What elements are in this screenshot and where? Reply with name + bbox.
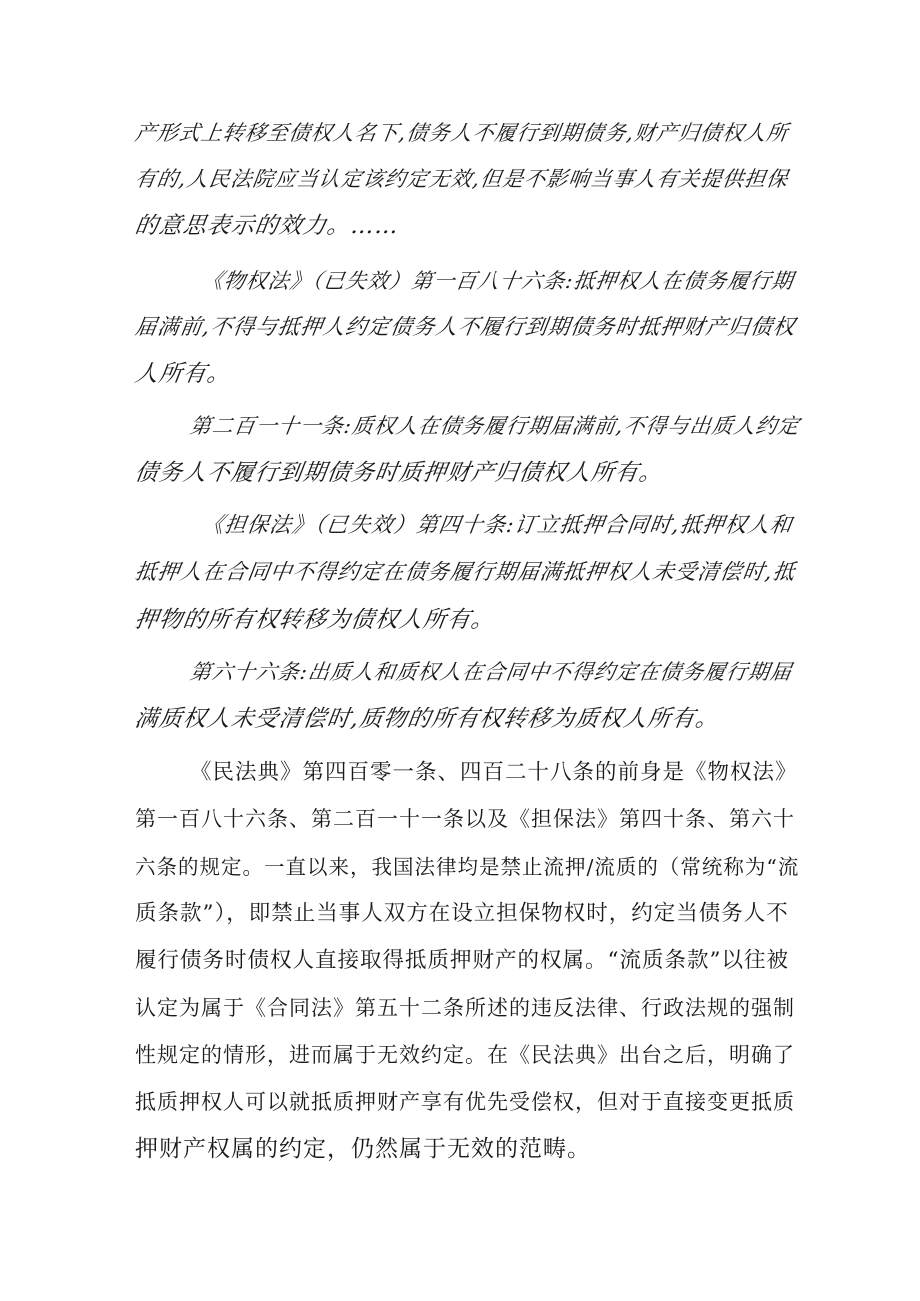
text-line-18: 履行债务时债权人直接取得抵质押财产的权属。“流质条款”以往被	[135, 948, 789, 973]
text-line-13: 满质权人未受清偿时,质物的所有权转移为质权人所有。	[133, 706, 722, 732]
text-line-21: 抵质押权人可以就抵质押财产享有优先受偿权，但对于直接变更抵质	[135, 1090, 795, 1114]
text-line-2: 有的,人民法院应当认定该约定无效,但是不影响当事人有关提供担保	[133, 167, 791, 191]
text-line-20: 性规定的情形，进而属于无效约定。在《民法典》出台之后，明确了	[135, 1043, 795, 1067]
text-line-7: 第二百一十一条:质权人在债务履行期届满前,不得与出质人约定	[188, 414, 802, 438]
text-line-1: 产形式上转移至债权人名下,债务人不履行到期债务,财产归债权人所	[133, 121, 791, 145]
text-line-3: 的意思表示的效力。……	[133, 213, 401, 239]
text-line-19: 认定为属于《合同法》第五十二条所述的违反法律、行政法规的强制	[135, 996, 795, 1020]
text-line-6: 人所有。	[133, 361, 233, 387]
text-line-22: 押财产权属的约定，仍然属于无效的范畴。	[135, 1136, 591, 1162]
text-line-12: 第六十六条:出质人和质权人在合同中不得约定在债务履行期届	[188, 660, 794, 684]
text-line-10: 抵押人在合同中不得约定在债务履行期届满抵押权人未受清偿时,抵	[133, 560, 798, 585]
text-line-16: 六条的规定。一直以来，我国法律均是禁止流押/流质的（常统称为“流	[135, 855, 800, 879]
text-line-11: 押物的所有权转移为债权人所有。	[133, 607, 497, 633]
text-line-17: 质条款”），即禁止当事人双方在设立担保物权时，约定当债务人不	[135, 901, 789, 926]
text-line-5: 届满前,不得与抵押人约定债务人不履行到期债务时抵押财产归债权	[133, 315, 798, 340]
text-line-8: 债务人不履行到期债务时质押财产归债权人所有。	[133, 460, 665, 486]
text-line-9: 《担保法》（已失效）第四十条:订立抵押合同时,抵押权人和	[200, 513, 795, 538]
text-line-14: 《民法典》第四百零一条、四百二十八条的前身是《物权法》	[190, 760, 798, 785]
text-line-4: 《物权法》（已失效）第一百八十六条:抵押权人在债务履行期	[200, 269, 796, 293]
text-line-15: 第一百八十六条、第二百一十一条以及《担保法》第四十条、第六十	[135, 807, 795, 831]
